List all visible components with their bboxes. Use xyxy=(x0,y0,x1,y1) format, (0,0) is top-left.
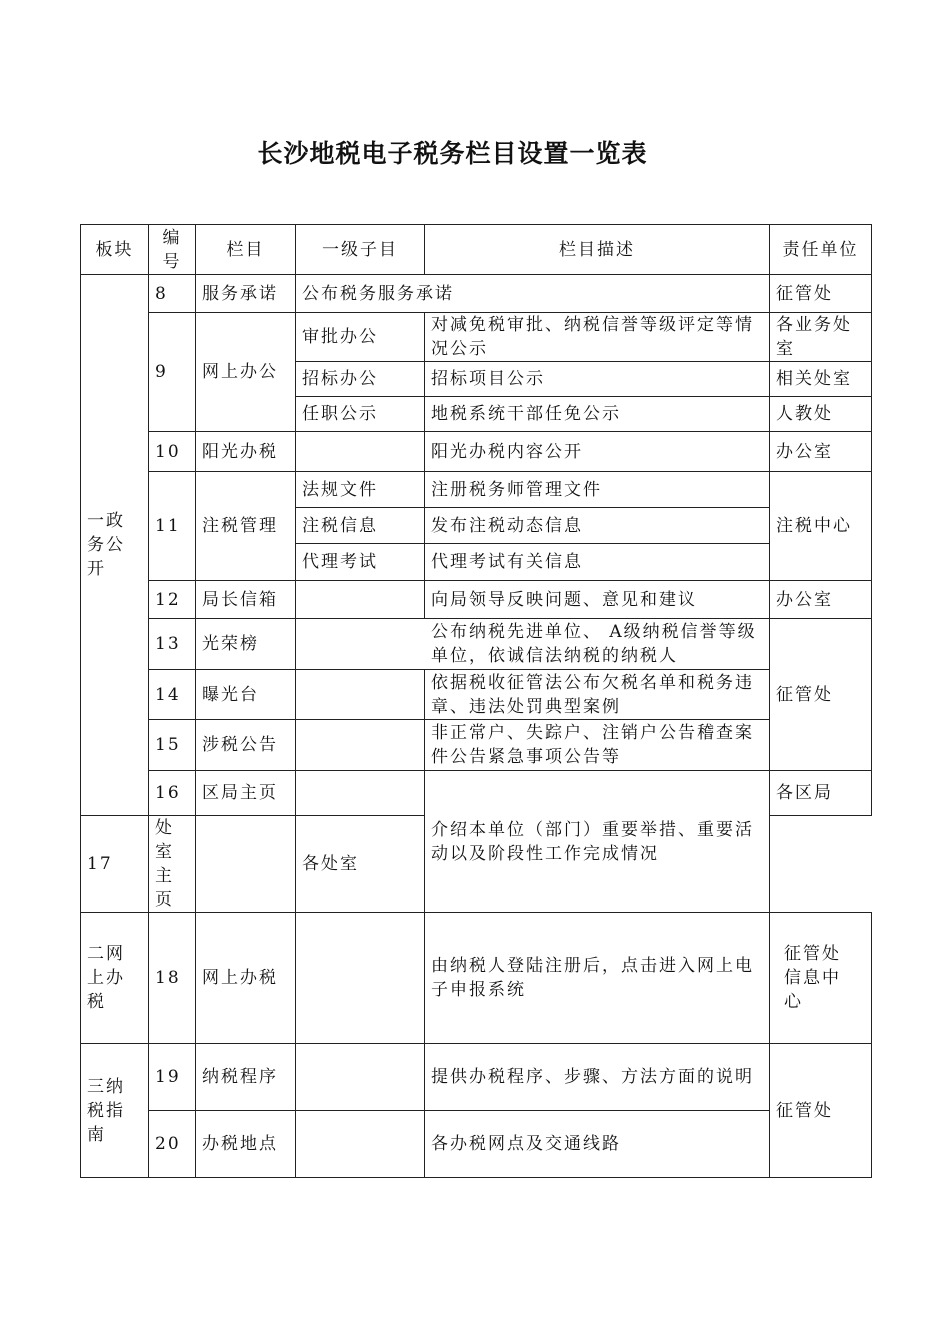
column-description: 地税系统干部任免公示 xyxy=(425,397,770,432)
subcategory-empty xyxy=(296,432,425,472)
table-row xyxy=(81,771,872,816)
table-row xyxy=(81,670,872,720)
header-responsible-unit: 责任单位 xyxy=(770,225,872,275)
responsible-unit: 各处室 xyxy=(296,816,425,913)
table-row xyxy=(81,913,872,1044)
row-number: 18 xyxy=(149,913,196,1044)
header-column: 栏目 xyxy=(196,225,296,275)
column-name: 局长信箱 xyxy=(196,581,296,619)
column-name: 网上办税 xyxy=(196,913,296,1044)
column-description: 注册税务师管理文件 xyxy=(425,472,770,508)
table-header-row xyxy=(81,225,872,275)
row-number: 16 xyxy=(149,771,196,816)
column-description: 各办税网点及交通线路 xyxy=(425,1111,770,1178)
table-row xyxy=(81,1111,872,1178)
responsible-unit: 征管处 xyxy=(770,1044,872,1178)
column-name: 纳税程序 xyxy=(196,1044,296,1111)
column-name: 光荣榜 xyxy=(196,619,296,670)
column-name: 涉税公告 xyxy=(196,720,296,771)
table-row xyxy=(81,581,872,619)
column-name: 阳光办税 xyxy=(196,432,296,472)
column-name: 服务承诺 xyxy=(196,275,296,313)
column-description: 向局领导反映问题、意见和建议 xyxy=(425,581,770,619)
subcategory-empty xyxy=(296,771,425,816)
responsible-unit: 各业务处室 xyxy=(770,313,872,362)
row-number: 11 xyxy=(149,472,196,581)
column-description: 招标项目公示 xyxy=(425,362,770,397)
table-row xyxy=(81,313,872,362)
responsible-unit: 征管处 xyxy=(770,275,872,313)
subcategory: 任职公示 xyxy=(296,397,425,432)
column-description: 代理考试有关信息 xyxy=(425,544,770,581)
subcategory: 代理考试 xyxy=(296,544,425,581)
row-number: 10 xyxy=(149,432,196,472)
subcategory: 审批办公 xyxy=(296,313,425,362)
subcategory-empty xyxy=(196,816,296,913)
column-description: 介绍本单位（部门）重要举措、重要活动以及阶段性工作完成情况 xyxy=(425,771,770,913)
row-number: 15 xyxy=(149,720,196,771)
row-number: 12 xyxy=(149,581,196,619)
column-name: 注税管理 xyxy=(196,472,296,581)
subcategory-empty xyxy=(296,670,425,720)
subcategory-empty xyxy=(296,581,425,619)
column-name: 曝光台 xyxy=(196,670,296,720)
table-row xyxy=(81,275,872,313)
table-row xyxy=(81,432,872,472)
column-name: 网上办公 xyxy=(196,313,296,432)
subcategory: 法规文件 xyxy=(296,472,425,508)
column-description: 非正常户、失踪户、注销户公告稽查案件公告紧急事项公告等 xyxy=(425,720,770,771)
subcategory-empty xyxy=(296,1044,425,1111)
responsible-unit: 办公室 xyxy=(770,432,872,472)
responsible-unit: 办公室 xyxy=(770,581,872,619)
subcategory-empty xyxy=(296,720,425,771)
subcategory-empty xyxy=(296,913,425,1044)
table-row xyxy=(81,720,872,771)
subcategory-empty xyxy=(296,1111,425,1178)
column-description: 提供办税程序、步骤、方法方面的说明 xyxy=(425,1044,770,1111)
responsible-unit: 相关处室 xyxy=(770,362,872,397)
column-description: 公布纳税先进单位、 A级纳税信誉等级单位，依诚信法纳税的纳税人 xyxy=(296,619,770,670)
header-board: 板块 xyxy=(81,225,149,275)
table-row xyxy=(81,1044,872,1111)
row-number: 13 xyxy=(149,619,196,670)
header-subcategory: 一级子目 xyxy=(296,225,425,275)
board-government-affairs: 一政务公开 xyxy=(81,275,149,816)
column-description: 阳光办税内容公开 xyxy=(425,432,770,472)
table-row xyxy=(81,472,872,508)
row-number: 20 xyxy=(149,1111,196,1178)
row-number: 8 xyxy=(149,275,196,313)
table-row xyxy=(81,619,872,670)
responsible-unit: 注税中心 xyxy=(770,472,872,581)
column-description: 公布税务服务承诺 xyxy=(296,275,770,313)
column-settings-table xyxy=(80,224,872,1178)
row-number: 14 xyxy=(149,670,196,720)
page-title: 长沙地税电子税务栏目设置一览表 xyxy=(257,139,648,168)
column-name: 处室主页 xyxy=(149,816,196,913)
board-online-tax: 二网上办税 xyxy=(81,913,149,1044)
header-description: 栏目描述 xyxy=(425,225,770,275)
subcategory: 招标办公 xyxy=(296,362,425,397)
column-name: 区局主页 xyxy=(196,771,296,816)
board-tax-guide: 三纳税指南 xyxy=(81,1044,149,1178)
row-number: 19 xyxy=(149,1044,196,1111)
responsible-unit: 各区局 xyxy=(770,771,872,816)
column-description: 发布注税动态信息 xyxy=(425,508,770,544)
responsible-unit: 征管处 xyxy=(770,619,872,771)
row-number: 9 xyxy=(149,313,196,432)
header-number: 编号 xyxy=(149,225,196,275)
column-description: 由纳税人登陆注册后，点击进入网上电子申报系统 xyxy=(425,913,770,1044)
responsible-unit: 人教处 xyxy=(770,397,872,432)
column-name: 办税地点 xyxy=(196,1111,296,1178)
column-description: 对减免税审批、纳税信誉等级评定等情况公示 xyxy=(425,313,770,362)
subcategory: 注税信息 xyxy=(296,508,425,544)
row-number: 17 xyxy=(81,816,149,913)
responsible-unit: 征管处信息中心 xyxy=(770,913,872,1044)
column-description: 依据税收征管法公布欠税名单和税务违章、违法处罚典型案例 xyxy=(425,670,770,720)
